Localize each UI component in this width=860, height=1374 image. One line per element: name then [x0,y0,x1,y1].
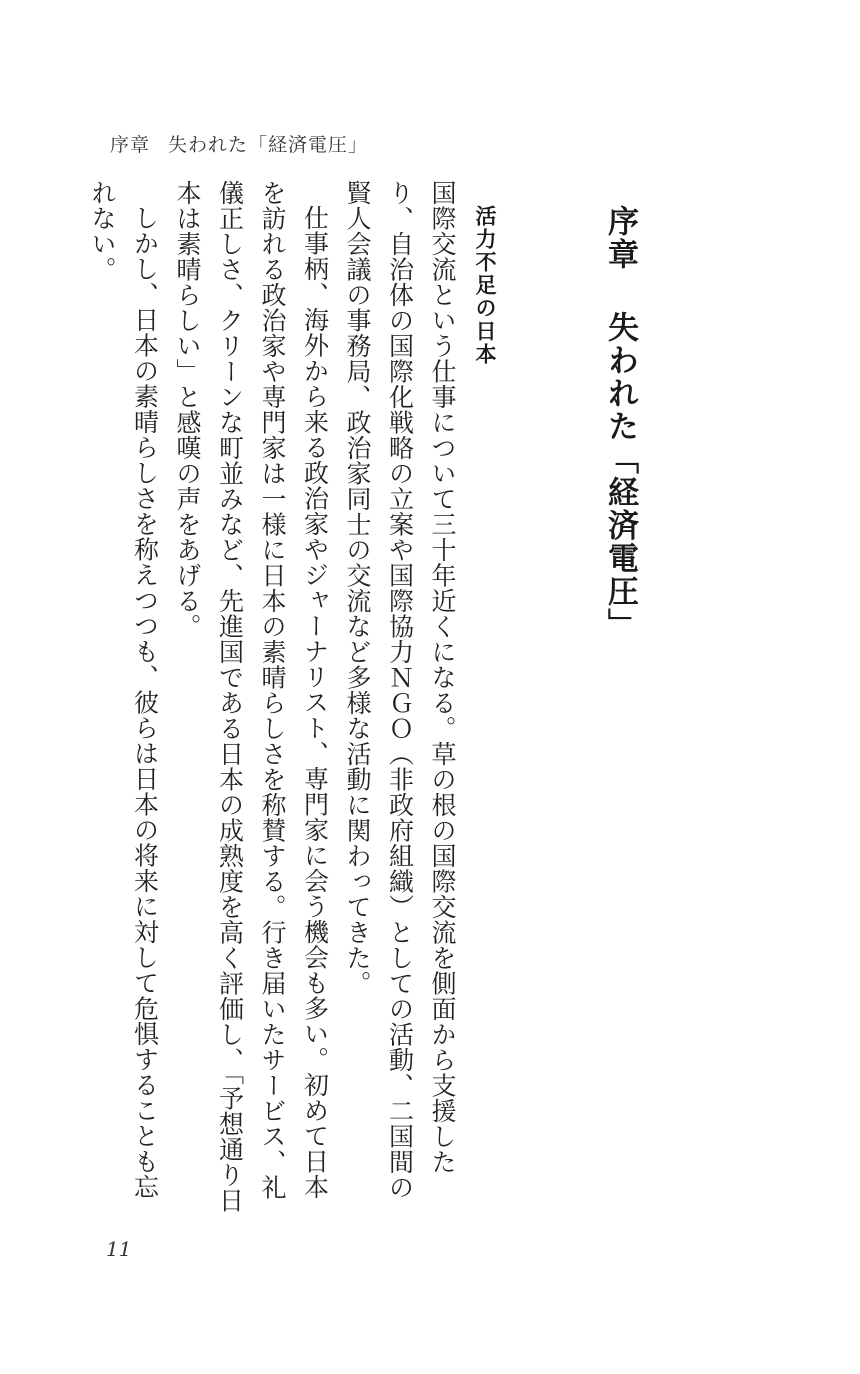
running-head-chapter: 序章 [110,134,151,156]
chapter-title-text: 失われた「経済電圧」 [602,311,638,641]
paragraph: 国際交流という仕事について三十年近くになる。草の根の国際交流を側面から支援したり、自治体の国際化戦略の立案や国際協力ＮＧＯ（非政府組織）としての活動、二国間の賢人会議の事務局、政治家同士の交流など多様な活動に関わってきた。 [343,180,457,1200]
chapter-label: 序章 [602,205,638,271]
paragraph: 仕事柄、海外から来る政治家やジャーナリスト、専門家に会う機会も多い。初めて日本を訪れる政治家や専門家は一様に日本の素晴らしさを称賛する。行き届いたサービス、礼儀正しさ、クリーンな町並みなど、先進国である日本の成熟度を高く評価し、「予想通り日本は素晴らしい」と感嘆の声をあげる。 [173,180,330,1213]
running-head-title: 失われた「経済電圧」 [168,134,369,156]
section-heading: 活力不足の日本 [473,205,497,366]
chapter-title [598,205,643,641]
paragraph: しかし、日本の素晴らしさを称えつつも、彼らは日本の将来に対して危惧することも忘れない。 [88,180,160,1200]
body-text [78,180,463,1220]
page-number: 11 [106,1237,132,1261]
running-head [110,130,368,157]
